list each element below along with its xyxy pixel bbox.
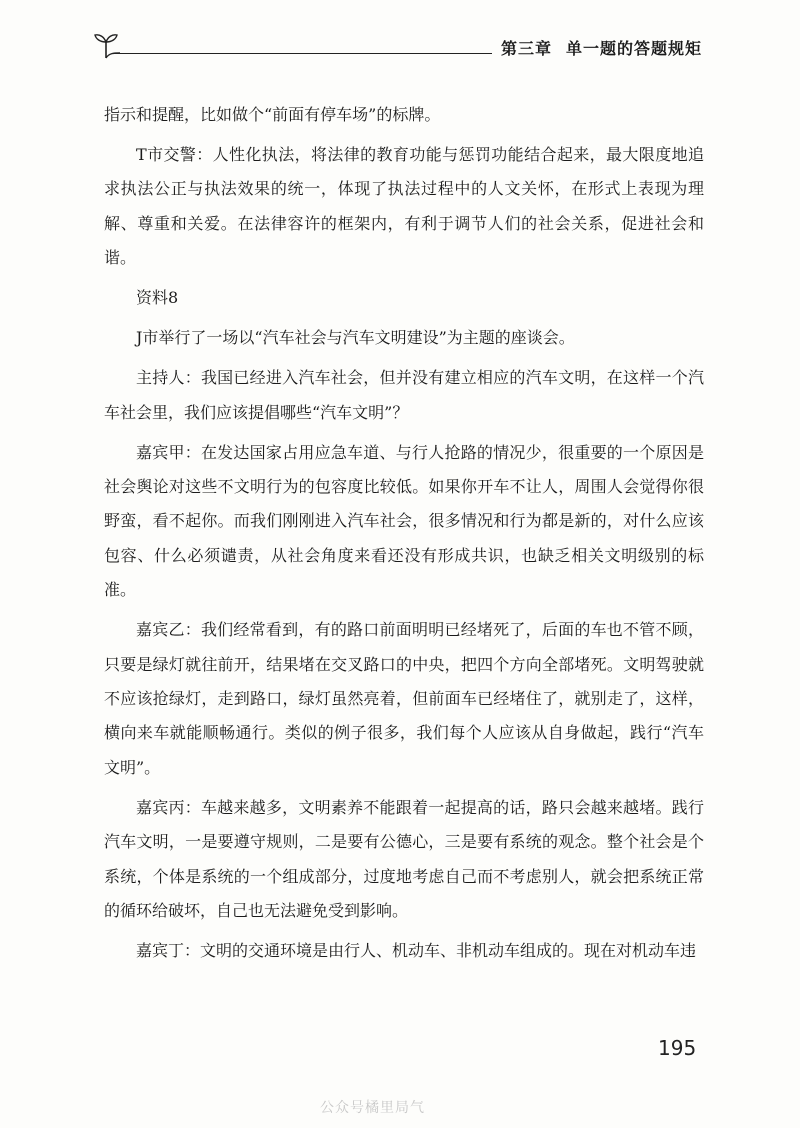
chapter-title: 单一题的答题规矩 <box>565 39 702 58</box>
chapter-heading <box>501 36 702 59</box>
paragraph: 嘉宾甲：在发达国家占用应急车道、与行人抢路的情况少，很重要的一个原因是社会舆论对这些不文明行为的包容度比较低。如果你开车不让人，周围人会觉得你很野蛮，看不起你。而我们刚刚进入汽车社会，很多情况和行为都是新的，对什么应该包容、什么必须谴责，从社会角度来看还没有形成共识，也缺乏相关文明级别的标准。 <box>104 442 704 600</box>
chapter-number: 第三章 <box>500 39 552 58</box>
sprout-icon <box>92 30 120 60</box>
paragraph: 主持人：我国已经进入汽车社会，但并没有建立相应的汽车文明，在这样一个汽车社会里，我们应该提倡哪些“汽车文明”？ <box>104 368 704 422</box>
watermark: 公众号橘里局气 <box>320 1100 425 1116</box>
header-rule <box>112 53 492 54</box>
body-text <box>104 98 704 974</box>
paragraph: 嘉宾乙：我们经常看到，有的路口前面明明已经堵死了，后面的车也不管不顾，只要是绿灯就往前开，结果堵在交叉路口的中央，把四个方向全部堵死。文明驾驶就不应该抢绿灯，走到路口，绿灯虽然亮着，但前面车已经堵住了，就别走了，这样，横向来车就能顺畅通行。类似的例子很多，我们每个人应该从自身做起，践行“汽车文明”。 <box>104 620 704 777</box>
paragraph: 嘉宾丁：文明的交通环境是由行人、机动车、非机动车组成的。现在对机动车违 <box>136 941 697 961</box>
material-label: 资料8 <box>136 288 179 308</box>
paragraph: 指示和提醒，比如做个“前面有停车场”的标牌。 <box>104 105 441 124</box>
paragraph: J市举行了一场以“汽车社会与汽车文明建设”为主题的座谈会。 <box>136 328 575 348</box>
page-number: 195 <box>658 1036 697 1060</box>
paragraph: T市交警：人性化执法，将法律的教育功能与惩罚功能结合起来，最大限度地追求执法公正与执法效果的统一，体现了执法过程中的人文关怀，在形式上表现为理解、尊重和关爱。在法律容许的框架内，有利于调节人们的社会关系，促进社会和谐。 <box>104 145 704 268</box>
paragraph: 嘉宾丙：车越来越多，文明素养不能跟着一起提高的话，路只会越来越堵。践行汽车文明，一是要遵守规则，二是要有公德心，三是要有系统的观念。整个社会是个系统，个体是系统的一个组成部分，过度地考虑自己而不考虑别人，就会把系统正常的循环给破坏，自己也无法避免受到影响。 <box>104 797 704 921</box>
page-header <box>92 30 702 70</box>
